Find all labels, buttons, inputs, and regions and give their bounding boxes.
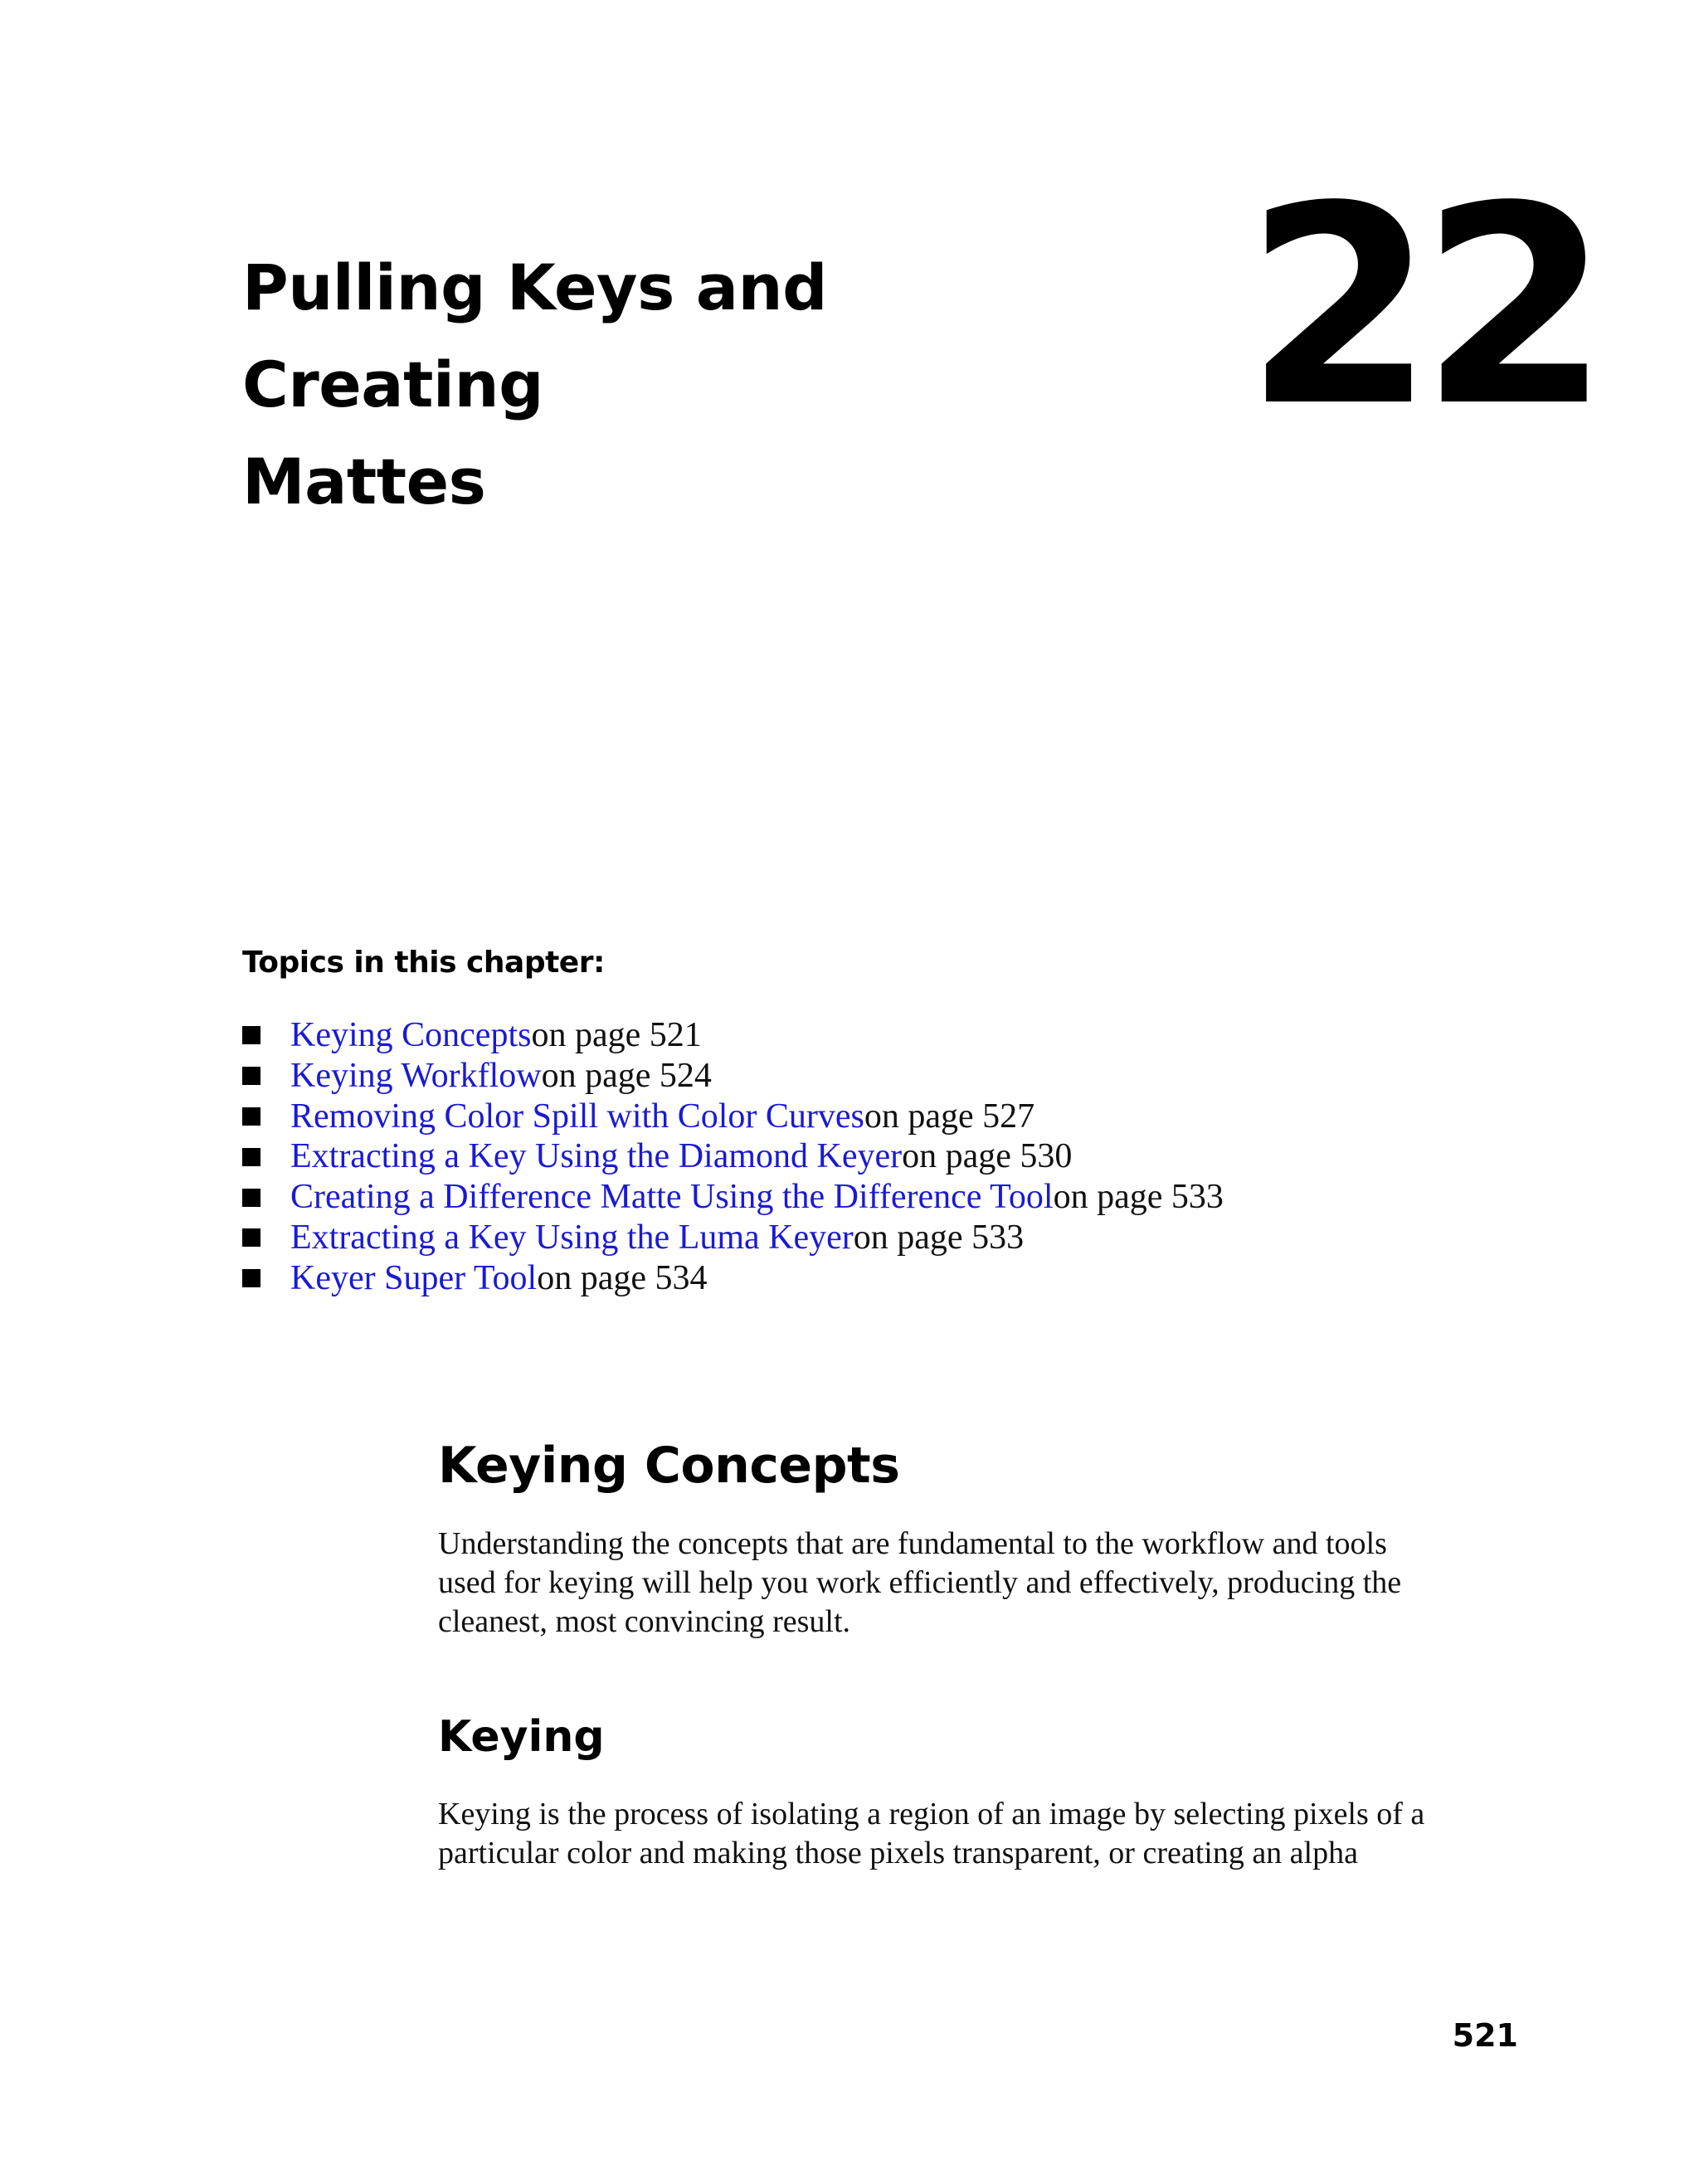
paragraph-line: Understanding the concepts that are fundamental to the workflow and tools xyxy=(438,1526,1387,1561)
topic-link-keying-concepts[interactable]: Keying Concepts xyxy=(290,1016,532,1054)
section-heading: Keying Concepts xyxy=(438,1437,900,1495)
topic-link-luma-keyer[interactable]: Extracting a Key Using the Luma Keyer xyxy=(290,1218,854,1257)
chapter-title-line-1: Pulling Keys and Creating xyxy=(242,251,828,421)
topic-link-removing-color-spill[interactable]: Removing Color Spill with Color Curves xyxy=(290,1097,864,1136)
topic-item xyxy=(242,1258,1224,1299)
paragraph-line: particular color and making those pixels transparent, or creating an alpha xyxy=(438,1836,1358,1870)
square-bullet-icon xyxy=(242,1026,260,1044)
topic-link-difference-matte[interactable]: Creating a Difference Matte Using the Difference Tool xyxy=(290,1178,1054,1217)
paragraph-line: used for keying will help you work efficiently and effectively, producing the xyxy=(438,1565,1402,1600)
topic-link-diamond-keyer[interactable]: Extracting a Key Using the Diamond Keyer xyxy=(290,1137,903,1176)
section-paragraph xyxy=(438,1525,1541,1642)
topic-page-ref: on page 534 xyxy=(537,1258,708,1297)
topic-link-keying-workflow[interactable]: Keying Workflow xyxy=(290,1056,542,1095)
square-bullet-icon xyxy=(242,1189,260,1207)
topic-item xyxy=(242,1136,1224,1177)
topic-page-ref: on page 533 xyxy=(1053,1178,1224,1217)
topic-item xyxy=(242,1177,1224,1218)
chapter-title-line-2: Mattes xyxy=(242,445,486,518)
topic-link-keyer-super-tool[interactable]: Keyer Super Tool xyxy=(290,1258,538,1297)
topics-list xyxy=(242,1015,1224,1299)
topic-page-ref: on page 527 xyxy=(864,1097,1035,1136)
subsection-heading: Keying xyxy=(438,1712,605,1762)
paragraph-line: Keying is the process of isolating a region of an image by selecting pixels of a xyxy=(438,1797,1425,1831)
chapter-title xyxy=(242,239,1138,530)
page-number: 521 xyxy=(1452,2017,1518,2054)
square-bullet-icon xyxy=(242,1269,260,1287)
topic-item xyxy=(242,1218,1224,1258)
square-bullet-icon xyxy=(242,1067,260,1085)
square-bullet-icon xyxy=(242,1148,260,1166)
topic-item xyxy=(242,1056,1224,1097)
square-bullet-icon xyxy=(242,1228,260,1247)
topic-item xyxy=(242,1015,1224,1056)
subsection-paragraph xyxy=(438,1795,1541,1873)
square-bullet-icon xyxy=(242,1107,260,1126)
chapter-number: 22 xyxy=(1244,148,1596,466)
topic-page-ref: on page 533 xyxy=(853,1218,1025,1257)
topic-item xyxy=(242,1097,1224,1137)
topic-page-ref: on page 524 xyxy=(541,1056,712,1095)
topic-page-ref: on page 530 xyxy=(902,1137,1073,1176)
topic-page-ref: on page 521 xyxy=(531,1016,702,1054)
topics-heading: Topics in this chapter: xyxy=(242,946,605,980)
paragraph-line: cleanest, most convincing result. xyxy=(438,1604,851,1639)
